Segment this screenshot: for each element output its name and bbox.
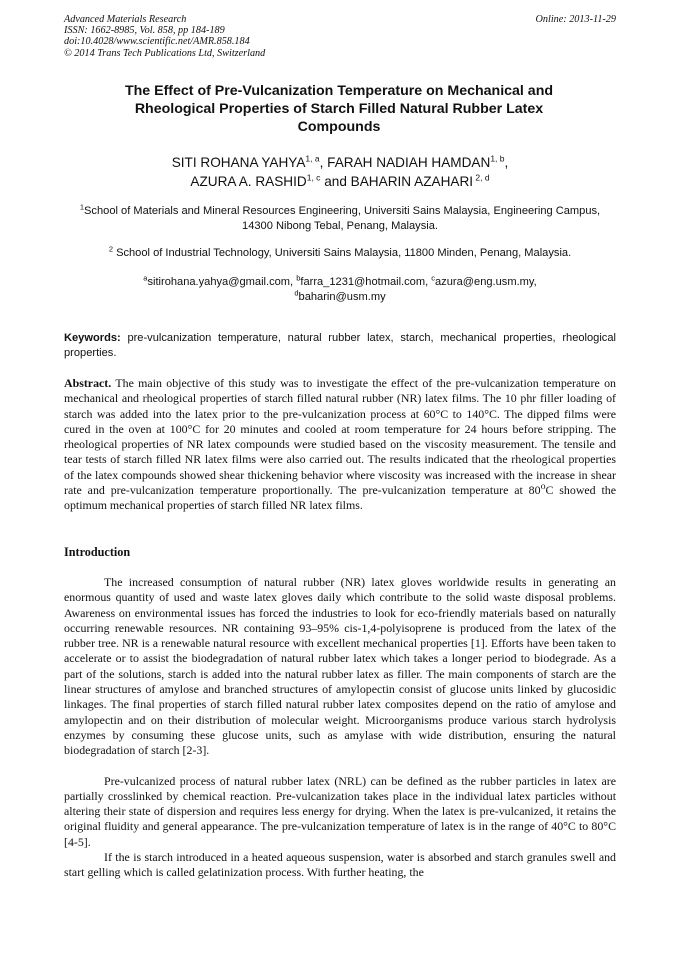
author-name: SITI ROHANA YAHYA (171, 155, 306, 170)
email-link[interactable]: sitirohana.yahya@gmail.com, (147, 276, 297, 288)
author-separator: , (319, 155, 328, 170)
email-mark: d (294, 288, 299, 298)
affiliation-mark: 2 (108, 244, 113, 254)
author-list (64, 153, 616, 191)
author-affiliation-mark: 2, d (473, 172, 490, 183)
keywords-text: pre-vulcanization temperature, natural rubber latex, starch, mechanical properties, rheological properties. (64, 332, 616, 359)
journal-header (64, 14, 616, 59)
email-link[interactable]: farra_1231@hotmail.com, (300, 276, 432, 288)
abstract-block (64, 376, 616, 514)
paragraph: The increased consumption of natural rubber (NR) latex gloves worldwide results in generating an enormous quantity of used and waste latex gloves daily which contribute to the solid waste disposal problems. Awareness on environmental issues has forced the industries to look for eco-friendly materials based on naturally occurring renewable resources. NR containing 93–95% cis-1,4-polyisoprene is produced from the latex of the rubber tree. NR is a renewable natural resource with excellent mechanical properties [1]. Efforts have been taken to accelerate or to assist the biodegradation of natural rubber latex which takes a longer period to biodegrade. As a part of the solutions, starch is added into the natural rubber latex as filler. The main components of starch are the linear structures of amylose and branched structures of amylopectin consist of glucose units linked by glucosidic linkages. The final properties of starch filled natural rubber latex composites depend on the ratio of amylose and amylopectin and on their distribution of molecular weight. Microorganisms produce various starch hydrolysis enzymes by consuming these glucose units, such as amylase with wide distribution, ensuring the natural biodegradation of starch [2-3]. (64, 575, 616, 758)
author-affiliation-mark: 1, b (490, 153, 505, 164)
email-mark: c (431, 273, 436, 283)
keywords-block (64, 331, 616, 360)
affiliation-2 (64, 246, 616, 261)
abstract-text-end: C showed the optimum mechanical properties of starch filled NR latex films. (64, 483, 617, 513)
copyright-line: © 2014 Trans Tech Publications Ltd, Switzerland (64, 47, 266, 59)
abstract-text: The main objective of this study was to investigate the effect of the pre-vulcanization temperature on mechanical and rheological properties of starch filled natural rubber (NR) latex films. The 10 phr filler loading of starch was added into the latex prior to the pre-vulcanization process at 60°C to 140°C. The dipped films were cured in the oven at 100°C for 20 minutes and cooled at room temperature for 24 hours before stripping. The rheological properties of NR latex compounds were studied based on the viscosity measurement. The tensile and tear tests of starch filled NR latex films were also carried out. The results indicated that the rheological properties of the latex compounds showed shear thickening behavior where viscosity was increased with the increase in shear rate and pre-vulcanization temperature proportionally. The pre-vulcanization temperature at 80 (64, 376, 616, 498)
email-mark: a (143, 273, 148, 283)
doi-line: doi:10.4028/www.scientific.net/AMR.858.184 (64, 36, 250, 48)
online-date: Online: 2013-11-29 (535, 14, 616, 25)
author-separator: , (504, 155, 509, 170)
email-link[interactable]: azura@eng.usm.my, (435, 276, 537, 288)
author-name: AZURA A. RASHID (190, 174, 307, 189)
affiliation-text: School of Industrial Technology, Universiti Sains Malaysia, 11800 Minden, Penang, Malaysia. (112, 247, 572, 259)
author-affiliation-mark: 1, c (306, 172, 321, 183)
issn-line: ISSN: 1662-8985, Vol. 858, pp 184-189 (64, 25, 225, 37)
paragraph: If the is starch introduced in a heated aqueous suspension, water is absorbed and starch granules swell and start gelling which is called gelatinization process. With further heating, the (64, 850, 616, 880)
section-heading-introduction: Introduction (64, 545, 131, 559)
author-name: BAHARIN AZAHARI (350, 174, 474, 189)
affiliation-mark: 1 (79, 202, 85, 212)
author-name: FARAH NADIAH HAMDAN (327, 155, 491, 170)
introduction-body (64, 575, 616, 881)
author-separator: and (320, 174, 351, 189)
paper-title: The Effect of Pre-Vulcanization Temperature on Mechanical and Rheological Properties of Starch Filled Natural Rubber Latex Compounds (124, 83, 554, 135)
journal-name: Advanced Materials Research (64, 14, 187, 25)
email-mark: b (296, 273, 301, 283)
keywords-label: Keywords: (64, 332, 121, 344)
affiliation-text: School of Materials and Mineral Resources Engineering, Universiti Sains Malaysia, Engineering Campus, 14300 Nibong Tebal, Penang, Malaysia. (84, 205, 601, 232)
email-link[interactable]: baharin@usm.my (298, 291, 386, 303)
affiliation-1 (64, 204, 616, 234)
degree-mark: o (540, 481, 546, 493)
abstract-label: Abstract. (64, 376, 112, 390)
author-emails (64, 275, 616, 305)
author-affiliation-mark: 1, a (305, 153, 320, 164)
paragraph: Pre-vulcanized process of natural rubber latex (NRL) can be defined as the rubber particles in latex are partially crosslinked by chemical reaction. Pre-vulcanization takes place in the individual latex particles without altering their state of dispersion and requires less energy for drying. When the latex is pre-vulcanized, it retains the original fluidity and general appearance. The pre-vulcanization temperature of latex is in the range of 40°C to 80°C [4-5]. (64, 773, 616, 849)
